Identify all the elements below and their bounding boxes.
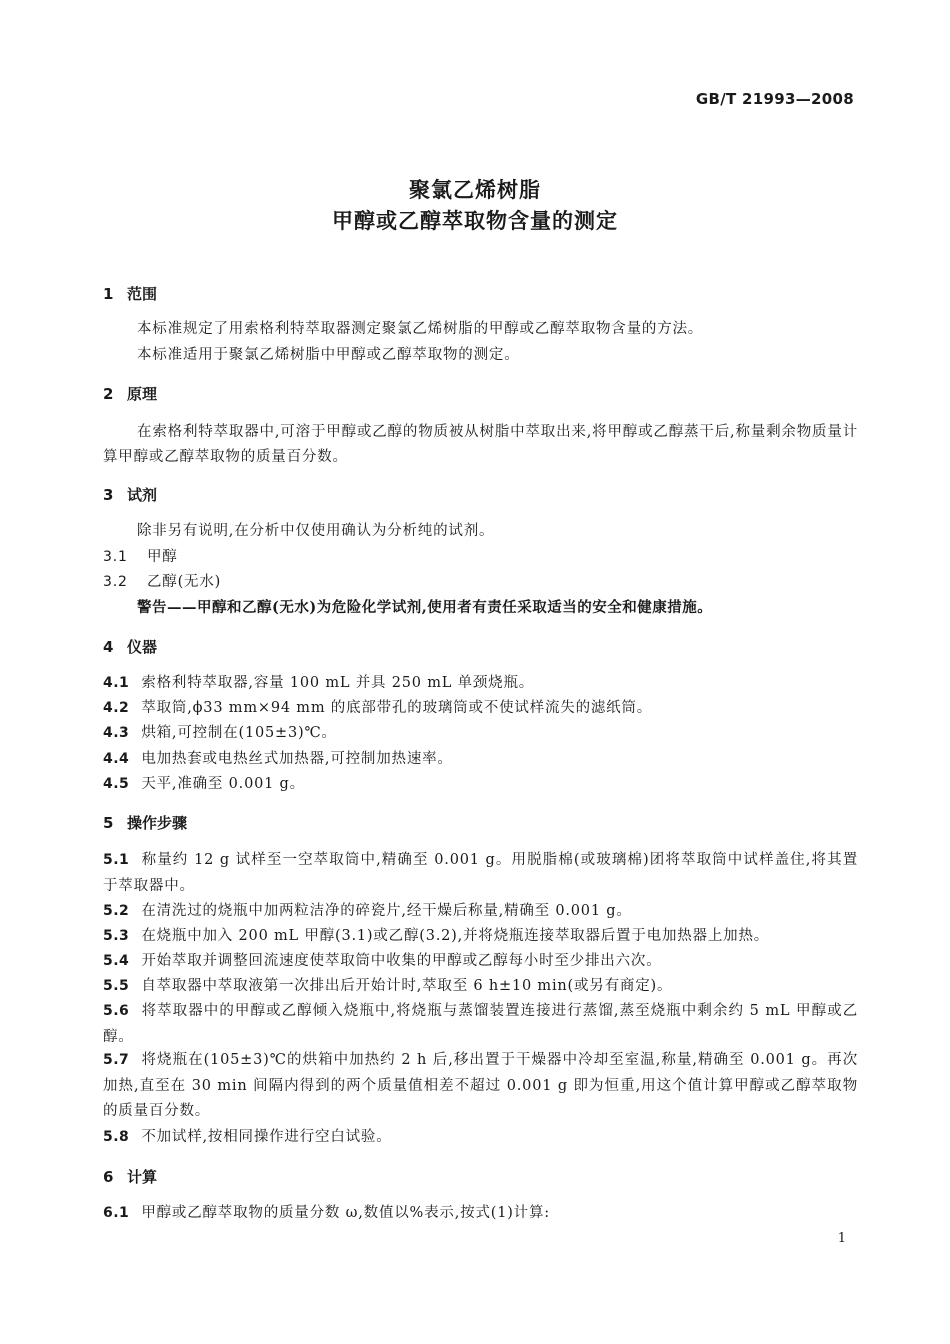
item-text: 乙醇(无水)	[147, 574, 222, 590]
section-title: 计算	[127, 1168, 158, 1186]
item-text: 电加热套或电热丝式加热器,可控制加热速率。	[141, 751, 453, 767]
list-item	[103, 999, 858, 1050]
page-number: 1	[837, 1231, 846, 1246]
item-number: 5.6	[103, 1003, 130, 1019]
document-title-line2: 甲醇或乙醇萃取物含量的测定	[332, 209, 618, 233]
item-text: 自萃取器中萃取液第一次排出后开始计时,萃取至 6 h±10 min(或另有商定)。	[141, 978, 673, 994]
item-number: 4.2	[103, 700, 130, 716]
item-number: 4.3	[103, 725, 130, 741]
section-6-heading	[103, 1166, 157, 1187]
item-text: 开始萃取并调整回流速度使萃取筒中收集的甲醇或乙醇每小时至少排出六次。	[141, 953, 662, 969]
item-text: 萃取筒,ϕ33 mm×94 mm 的底部带孔的玻璃筒或不使试样流失的滤纸筒。	[141, 700, 653, 716]
paragraph: 在索格利特萃取器中,可溶于甲醇或乙醇的物质被从树脂中萃取出来,将甲醇或乙醇蒸干后,称量剩余物质量计算甲醇或乙醇萃取物的质量百分数。	[103, 424, 858, 465]
paragraph: 本标准适用于聚氯乙烯树脂中甲醇或乙醇萃取物的测定。	[137, 347, 520, 363]
section-number: 2	[103, 385, 114, 403]
list-item	[103, 747, 858, 773]
section-title: 原理	[127, 385, 158, 403]
item-text: 烘箱,可控制在(105±3)℃。	[141, 725, 337, 741]
list-item	[103, 570, 858, 595]
list-item	[103, 949, 858, 975]
section-title: 仪器	[127, 638, 158, 656]
item-number: 5.4	[103, 953, 130, 969]
section-4-heading	[103, 636, 157, 657]
item-text: 将烧瓶在(105±3)℃的烘箱中加热约 2 h 后,移出置于干燥器中冷却至室温,称量,精确至 0.001 g。再次加热,直至在 30 min 间隔内得到的两个质量值相差不超过 0.001 g 即为恒重,用这个值计算甲醇或乙醇萃取物的质量百分数。	[103, 1052, 858, 1119]
section-title: 范围	[127, 285, 158, 303]
section-5-heading	[103, 812, 187, 833]
item-number: 4.1	[103, 675, 130, 691]
list-item	[103, 696, 858, 722]
list-item	[103, 545, 858, 570]
list-item	[103, 721, 858, 747]
paragraph: 除非另有说明,在分析中仅使用确认为分析纯的试剂。	[137, 523, 495, 539]
section-number: 6	[103, 1168, 114, 1186]
list-item	[103, 899, 858, 925]
item-number: 5.2	[103, 903, 130, 919]
item-number: 5.7	[103, 1052, 130, 1068]
section-1-heading	[103, 283, 157, 304]
warning-note: 警告——甲醇和乙醇(无水)为危险化学试剂,使用者有责任采取适当的安全和健康措施。	[137, 599, 713, 616]
list-item	[103, 1201, 858, 1227]
item-text: 在烧瓶中加入 200 mL 甲醇(3.1)或乙醇(3.2),并将烧瓶连接萃取器后置于电加热器上加热。	[141, 928, 770, 944]
section-title: 操作步骤	[127, 814, 188, 832]
item-number: 5.8	[103, 1129, 130, 1145]
item-number: 5.5	[103, 978, 130, 994]
section-number: 4	[103, 638, 114, 656]
item-text: 甲醇	[147, 549, 178, 565]
item-number: 5.1	[103, 852, 130, 868]
paragraph: 本标准规定了用索格利特萃取器测定聚氯乙烯树脂的甲醇或乙醇萃取物含量的方法。	[137, 321, 704, 337]
item-text: 天平,准确至 0.001 g。	[141, 776, 305, 792]
list-item	[103, 848, 858, 899]
list-item	[103, 1125, 858, 1151]
item-number: 4.5	[103, 776, 130, 792]
section-number: 3	[103, 486, 114, 504]
item-text: 将萃取器中的甲醇或乙醇倾入烧瓶中,将烧瓶与蒸馏装置连接进行蒸馏,蒸至烧瓶中剩余约 5 mL 甲醇或乙醇。	[103, 1003, 858, 1045]
item-number: 4.4	[103, 751, 130, 767]
section-number: 1	[103, 285, 114, 303]
item-text: 在清洗过的烧瓶中加两粒洁净的碎瓷片,经干燥后称量,精确至 0.001 g。	[141, 903, 632, 919]
document-title-line1: 聚氯乙烯树脂	[409, 178, 541, 202]
item-number: 5.3	[103, 928, 130, 944]
standard-number: GB/T 21993—2008	[695, 90, 854, 108]
item-number: 6.1	[103, 1205, 130, 1221]
item-number: 3.1	[103, 549, 128, 565]
list-item	[103, 924, 858, 950]
item-text: 索格利特萃取器,容量 100 mL 并具 250 mL 单颈烧瓶。	[141, 675, 535, 691]
list-item	[103, 974, 858, 1000]
section-title: 试剂	[127, 486, 158, 504]
section-number: 5	[103, 814, 114, 832]
item-number: 3.2	[103, 574, 128, 590]
section-3-heading	[103, 484, 157, 505]
section-2-heading	[103, 383, 157, 404]
list-item	[103, 1048, 858, 1125]
item-text: 甲醇或乙醇萃取物的质量分数 ω,数值以%表示,按式(1)计算:	[141, 1205, 550, 1221]
list-item	[103, 772, 858, 798]
item-text: 不加试样,按相同操作进行空白试验。	[141, 1129, 392, 1145]
item-text: 称量约 12 g 试样至一空萃取筒中,精确至 0.001 g。用脱脂棉(或玻璃棉)团将萃取筒中试样盖住,将其置于萃取器中。	[103, 852, 858, 894]
list-item	[103, 671, 858, 697]
